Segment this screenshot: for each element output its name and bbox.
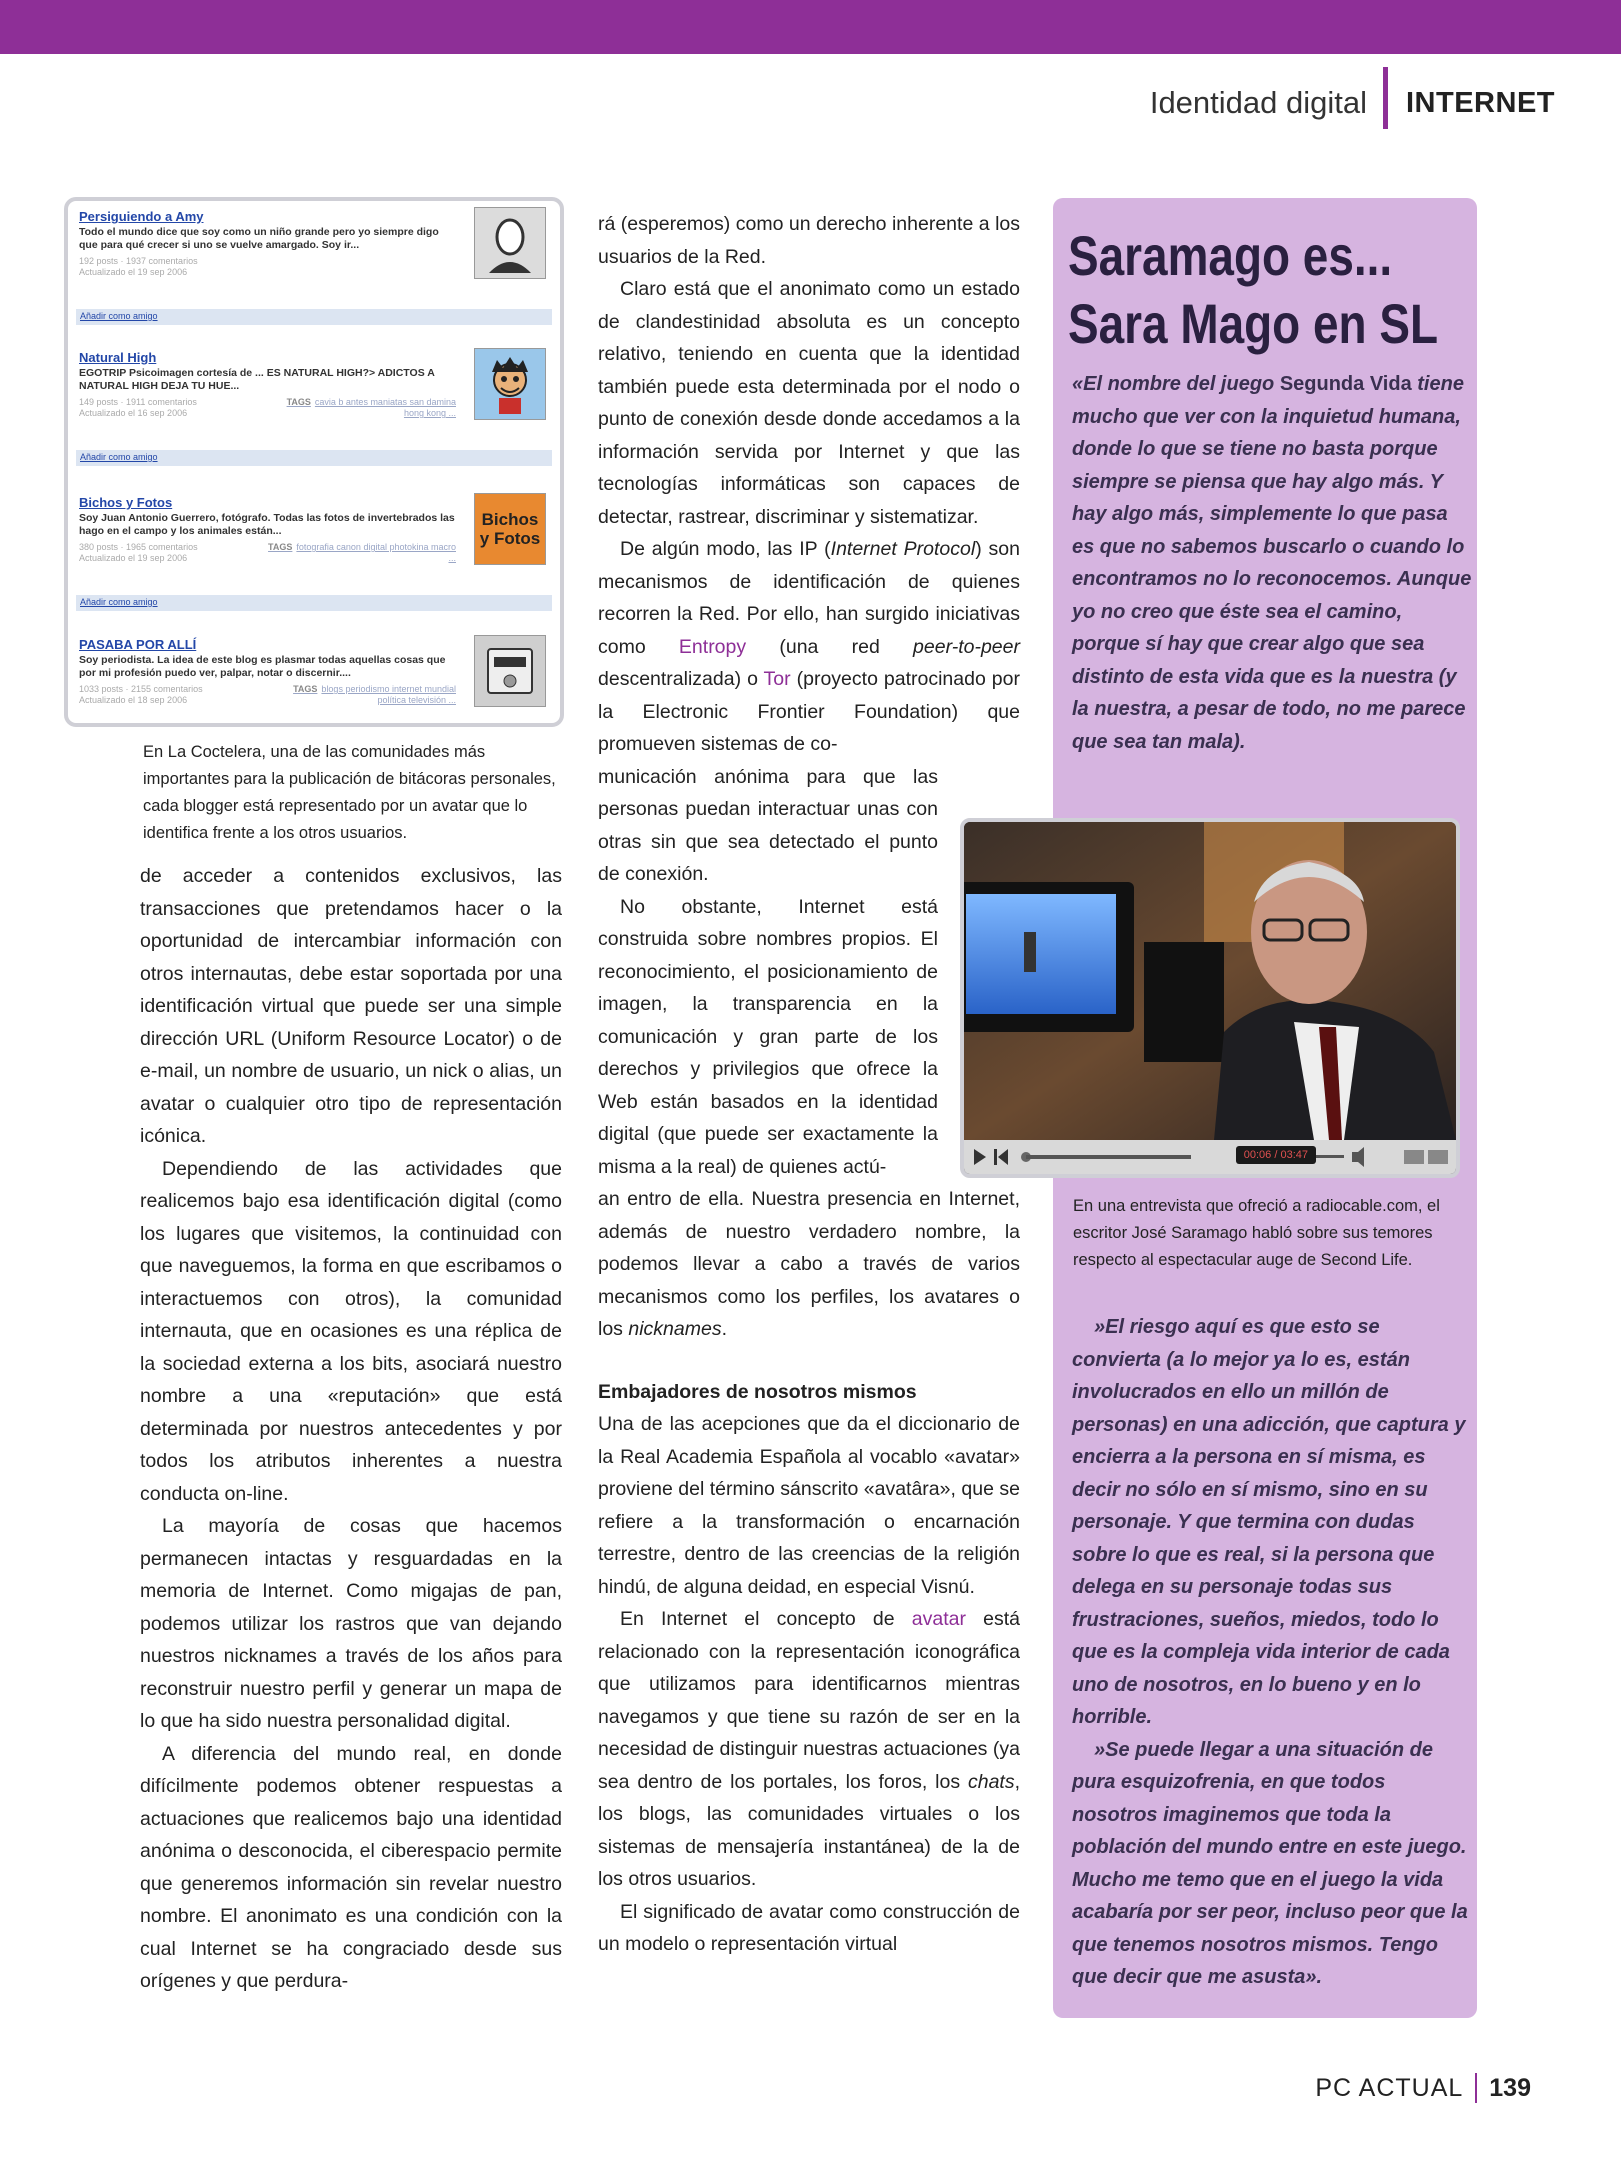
page-footer (1315, 2073, 1531, 2103)
page-number: 139 (1489, 2073, 1531, 2102)
blog-entry-meta: 1033 posts · 2155 comentarios Actualizado el 18 sep 2006 (79, 684, 203, 705)
paragraph (598, 1183, 1020, 1346)
avatar-photo-icon (474, 207, 546, 279)
paragraph: La mayoría de cosas que hacemos permanecen intactas y resguardadas en la memoria de Internet. Como migajas de pan, podemos utilizar los rastros que van dejando nuestros nicknames a través de los años para reconstruir nuestro perfil y generar un mapa de lo que ha sido nuestra personalidad digital. (140, 1515, 562, 1732)
blog-entry-meta: 192 posts · 1937 comentarios Actualizado el 19 sep 2006 (79, 256, 198, 277)
article-column-1 (140, 860, 562, 1998)
text-run: ) son mecanismos de identificación de quienes recorren la Red. Por ello, han surgido iniciativas como (598, 538, 1020, 658)
add-friend-bar (76, 450, 552, 466)
text-run: , los blogs, las comunidades virtuales o los sistemas de mensajería instantánea) de la de los otros usuarios. (598, 1770, 1020, 1890)
tags-list[interactable]: cavia b antes maniatas san damina hong kong ... (314, 397, 456, 418)
publication-name: PC ACTUAL (1315, 2073, 1464, 2102)
figure-caption: En La Coctelera, una de las comunidades más importantes para la publicación de bitácoras personales, cada blogger está representado por un avatar que lo identifica frente a los otros usuarios. (143, 743, 556, 842)
paragraph: Dependiendo de las actividades que realicemos bajo esa identificación digital (como los lugares que visitemos, la continuidad con que naveguemos, la forma en que escribamos o interactuemos con otros), la comunidad internauta, que en ocasiones es una réplica de la sociedad externa a los bits, asociará nuestro nombre a una «reputación» que está determinada por nuestros antecedentes y por todos los atributos inherentes a nuestra conducta on-line. (140, 1157, 562, 1505)
text-run: tiene mucho que ver con la inquietud humana, donde lo que se tiene no basta porque siempre se piensa que hay algo más. Y hay algo más, simplemente lo que pasa es que no sabemos buscarlo o cuando lo encontramos no lo reconocemos. Aunque yo no creo que éste sea el camino, porque sí hay que crear algo que sea distinto de esta vida que es la nuestra (y la nuestra, a pesar de todo, no me parece que sea tan mala). (1072, 373, 1472, 753)
sidebar-title-line: Sara Mago en SL (1068, 292, 1439, 355)
video-player[interactable] (960, 818, 1460, 1178)
video-controls (964, 1140, 1456, 1174)
paragraph: A diferencia del mundo real, en donde difícilmente podemos obtener respuestas a actuaciones que realicemos bajo una identidad anónima o desconocida, el ciberespacio permite que generemos información sin revelar nuestro nombre. El anonimato es una condición con la cual Internet se ha congraciado desde sus orígenes y que perdura- (140, 1742, 562, 1992)
volume-icon (1352, 1147, 1364, 1167)
top-color-bar (0, 0, 1621, 54)
text-run: descentralizada) o (598, 668, 764, 690)
video-time: 00:06 / 03:47 (1236, 1146, 1316, 1164)
paragraph (598, 1603, 1020, 1896)
paragraph: rá (esperemos) como un derecho inherente a los usuarios de la Red. (598, 213, 1020, 268)
paragraph: El significado de avatar como construcción de un modelo o representación virtual (598, 1900, 1020, 1955)
add-friend-bar (76, 595, 552, 611)
blog-entry-desc: Todo el mundo dice que soy como un niño grande pero yo siempre digo que para qué crecer si uno se vuelve amargado. Soy ir... (79, 226, 439, 251)
avatar-meter-icon (474, 635, 546, 707)
entropy-link[interactable]: Entropy (678, 635, 747, 658)
blog-entry-tags (266, 542, 456, 564)
video-frame-image (964, 822, 1456, 1140)
blog-entry-meta: 380 posts · 1965 comentarios Actualizado el 19 sep 2006 (79, 542, 198, 563)
tags-label: TAGS (286, 397, 311, 407)
paragraph: Una de las acepciones que da el diccionario de la Real Academia Española al vocablo «avatar» proviene del término sánscrito «avatâra», que se refiere a la transformación o encarnación terrestre, dentro de las creencias de la religión hindú, de alguna deidad, en especial Visnú. (598, 1413, 1020, 1598)
tags-list[interactable]: fotografia canon digital photokina macro ... (296, 542, 456, 563)
seek-bar (1026, 1155, 1191, 1159)
play-icon (974, 1149, 986, 1165)
blog-entry-name[interactable]: Bichos y Fotos (79, 495, 173, 510)
avatar-link[interactable]: avatar (911, 1608, 966, 1630)
video-caption: En una entrevista que ofreció a radiocable.com, el escritor José Saramago habló sobre sus temores respecto al espectacular auge de Second Life. (1073, 1197, 1440, 1269)
text-run: . (721, 1318, 727, 1340)
paragraph: de acceder a contenidos exclusivos, las transacciones que pretendamos hacer o la oportunidad de intercambiar información con otros internautas, debe estar soportada por una identificación virtual que puede ser una simple dirección URL (Uniform Resource Locator) o de e-mail, un nombre de usuario, un nick o alias, un avatar o cualquier otro tipo de representación icónica. (140, 865, 562, 1147)
blog-entry-tags (266, 397, 456, 419)
sidebar-title-line: Saramago es... (1068, 224, 1393, 287)
text-run-italic: Internet Protocol (830, 538, 976, 560)
paragraph (598, 533, 1020, 761)
paragraph: municación anónima para que las personas puedan interactuar unas con otras sin que sea detectado el punto de conexión. (598, 765, 938, 885)
blog-entry-tags (266, 684, 456, 706)
section-heading: Embajadores de nosotros mismos (598, 1380, 917, 1403)
blog-entry-name[interactable]: Natural High (79, 350, 157, 365)
section-title: Identidad digital (1149, 85, 1367, 120)
window-icon (1404, 1150, 1424, 1164)
paragraph: No obstante, Internet está construida sobre nombres propios. El reconocimiento, el posicionamiento de imagen, la transparencia en la comunicación y gran parte de los derechos y privilegios que ofrece la Web están basados en la identidad digital (que puede ser exactamente la misma a la real) de quienes actú- (598, 895, 938, 1178)
text-run-italic: nicknames (628, 1318, 722, 1340)
blog-entry (76, 203, 552, 331)
blog-entry (76, 631, 552, 727)
add-friend-link[interactable]: Añadir como amigo (80, 597, 158, 607)
page-header (1150, 80, 1555, 126)
tags-list[interactable]: blogs periodismo internet mundial política televisión ... (321, 684, 456, 705)
sidebar-quote (1072, 368, 1472, 758)
blog-entry-desc: EGOTRIP Psicoimagen cortesía de ... ES NATURAL HIGH?> ADICTOS A NATURAL HIGH DEJA TU HUE... (79, 367, 435, 392)
quote-paragraph: »El riesgo aquí es que esto se convierta (a lo mejor ya lo es, están involucrados en ello un millón de personas) en una adicción, que captura y encierra a la persona en sí misma, es decir no sólo en sí mismo, sino en su personaje. Y que termina con dudas sobre lo que es real, si la persona que delega en su personaje todas sus frustraciones, sueños, miedos, todo lo que es la compleja vida interior de cada uno de nosotros, en lo bueno y en lo horrible. (1072, 1316, 1466, 1728)
paragraph: Claro está que el anonimato como un estado de clandestinidad absoluta es un concepto relativo, teniendo en cuenta que la identidad también puede esta determinada por el nodo o punto de conexión desde donde accedamos a la información servida por Internet y que las tecnologías informáticas son capaces de detectar, rastrear, discriminar y sistematizar. (598, 278, 1020, 528)
blog-entry-desc: Soy Juan Antonio Guerrero, fotógrafo. Todas las fotos de invertebrados las hago en el campo y los animales están... (79, 512, 455, 537)
text-run-italic: peer-to-peer (913, 635, 1020, 658)
sidebar-quote-continued (1072, 1311, 1472, 1994)
fullscreen-icon (1428, 1150, 1448, 1164)
sidebar-title (1068, 222, 1439, 358)
avatar-text-logo: Bichos y Fotos (474, 493, 546, 565)
blog-entry-desc: Soy periodista. La idea de este blog es plasmar todas aquellas cosas que por mi profesión puedo ver, palpar, notar o discernir.... (79, 654, 446, 679)
add-friend-link[interactable]: Añadir como amigo (80, 452, 158, 462)
blog-entry-meta: 149 posts · 1911 comentarios Actualizado el 16 sep 2006 (79, 397, 197, 418)
skip-back-icon (994, 1149, 997, 1165)
footer-divider (1475, 2073, 1477, 2103)
tags-label: TAGS (293, 684, 318, 694)
tor-link[interactable]: Tor (763, 668, 791, 690)
text-run: (una red (746, 635, 914, 658)
add-friend-bar (76, 309, 552, 325)
text-run: (proyecto patrocinado por la Electronic Frontier Foundation) que promueven sistemas de co- (598, 668, 1020, 755)
blog-entry-name[interactable]: PASABA POR ALLÍ (79, 637, 197, 652)
game-name: Segunda Vida (1279, 373, 1412, 395)
text-run: an entro de ella. Nuestra presencia en Internet, además de nuestro verdadero nombre, la podemos llevar a cabo a través de varios mecanismos como los perfiles, los avatares o los (598, 1188, 1020, 1340)
text-run: En Internet el concepto de (620, 1608, 912, 1630)
quote-paragraph (1072, 368, 1472, 758)
text-run: está relacionado con la representación iconográfica que utilizamos para identificarnos mientras navegamos y que tiene su razón de ser en la necesidad de distinguir nuestras actuaciones (ya sea dentro de los portales, los foros, los (598, 1608, 1020, 1793)
quote-paragraph: »Se puede llegar a una situación de pura esquizofrenia, en que todos nosotros imaginemos que toda la población del mundo entre en este juego. Mucho me temo que en el juego la vida acabaría por ser peor, incluso peor que la que tenemos nosotros mismos. Tengo que decir que me asusta». (1072, 1738, 1468, 1988)
tags-label: TAGS (268, 542, 293, 552)
blog-entry (76, 489, 552, 617)
text-run-italic: chats (967, 1770, 1015, 1793)
avatar-cartoon-icon (474, 348, 546, 420)
control-icons (964, 1140, 1456, 1174)
article-column-2 (598, 208, 1020, 1961)
blog-entry-name[interactable]: Persiguiendo a Amy (79, 209, 204, 224)
text-run: De algún modo, las IP ( (620, 538, 831, 560)
text-run: «El nombre del juego (1072, 373, 1280, 395)
blog-entry (76, 344, 552, 472)
add-friend-link[interactable]: Añadir como amigo (80, 311, 158, 321)
blog-list-screenshot (64, 197, 564, 727)
category-label: INTERNET (1406, 86, 1555, 119)
